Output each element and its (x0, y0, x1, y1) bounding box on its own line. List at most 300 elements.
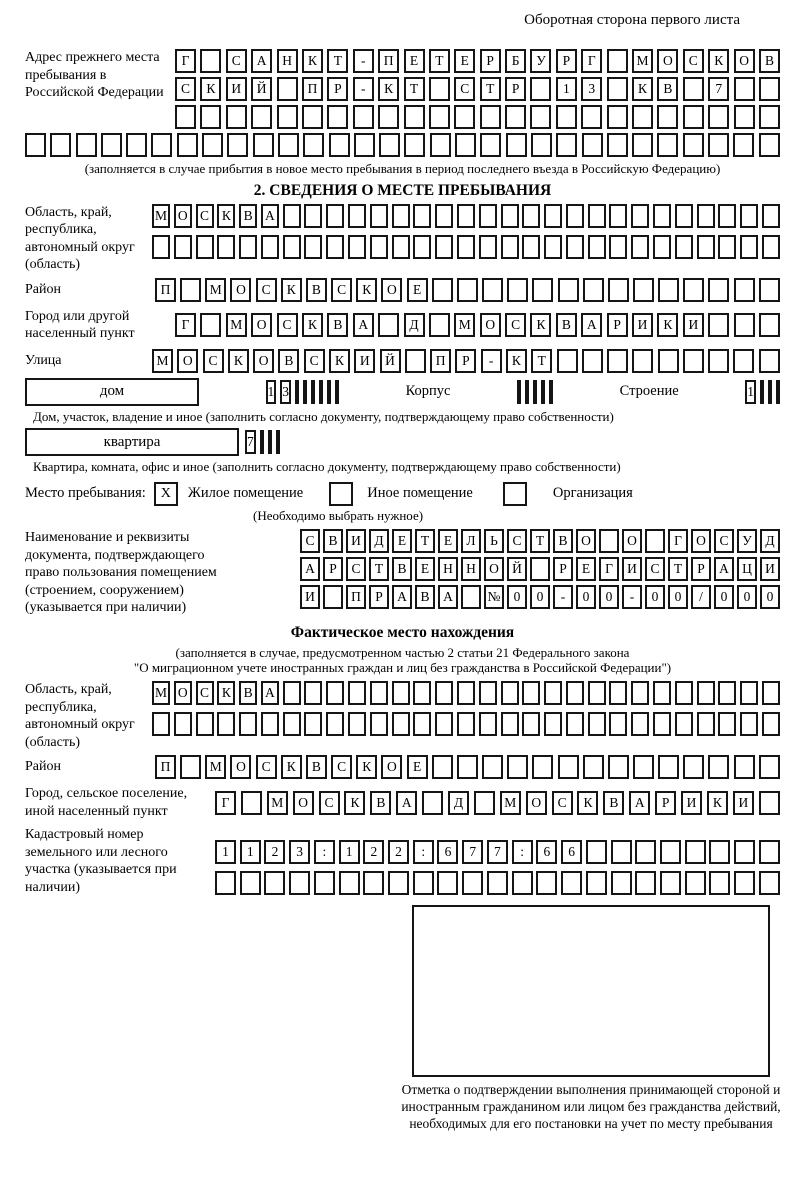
char-box[interactable] (378, 313, 399, 337)
char-box[interactable] (759, 133, 780, 157)
char-box[interactable]: / (691, 585, 711, 609)
char-box[interactable]: С (256, 755, 277, 779)
char-box[interactable]: 0 (507, 585, 527, 609)
char-box[interactable] (319, 380, 323, 404)
char-box[interactable] (241, 791, 262, 815)
char-box[interactable]: 3 (581, 77, 602, 101)
char-box[interactable]: Д (369, 529, 389, 553)
char-box[interactable] (404, 133, 425, 157)
char-box[interactable]: Р (480, 49, 501, 73)
char-box[interactable]: О (526, 791, 547, 815)
char-box[interactable] (685, 871, 706, 895)
char-box[interactable] (457, 278, 478, 302)
char-box[interactable]: В (306, 755, 327, 779)
char-box[interactable]: О (174, 204, 192, 228)
char-box[interactable] (675, 204, 693, 228)
char-box[interactable]: П (155, 755, 176, 779)
char-box[interactable]: И (622, 557, 642, 581)
char-box[interactable]: К (281, 278, 302, 302)
char-box[interactable] (759, 871, 780, 895)
char-box[interactable] (227, 133, 248, 157)
char-box[interactable] (480, 133, 501, 157)
char-box[interactable]: О (251, 313, 272, 337)
char-box[interactable] (734, 871, 755, 895)
char-box[interactable]: К (302, 313, 323, 337)
char-box[interactable]: О (230, 755, 251, 779)
char-box[interactable] (541, 380, 545, 404)
char-box[interactable]: В (323, 529, 343, 553)
char-box[interactable] (697, 204, 715, 228)
char-box[interactable] (658, 755, 679, 779)
char-box[interactable] (683, 755, 704, 779)
char-box[interactable] (327, 105, 348, 129)
char-box[interactable] (268, 430, 272, 454)
char-box[interactable] (435, 712, 453, 736)
char-box[interactable] (152, 712, 170, 736)
char-box[interactable] (607, 105, 628, 129)
char-box[interactable]: 3 (289, 840, 310, 864)
char-box[interactable] (126, 133, 147, 157)
char-box[interactable] (363, 871, 384, 895)
char-box[interactable]: Е (407, 278, 428, 302)
char-box[interactable] (635, 871, 656, 895)
char-box[interactable]: В (657, 77, 678, 101)
char-box[interactable]: В (306, 278, 327, 302)
char-box[interactable]: М (226, 313, 247, 337)
char-box[interactable] (609, 204, 627, 228)
char-box[interactable] (474, 791, 495, 815)
char-box[interactable] (608, 278, 629, 302)
char-box[interactable]: Р (327, 77, 348, 101)
char-box[interactable]: 0 (668, 585, 688, 609)
char-box[interactable]: 0 (645, 585, 665, 609)
char-box[interactable] (304, 712, 322, 736)
char-box[interactable] (632, 349, 653, 373)
char-box[interactable] (709, 871, 730, 895)
char-box[interactable] (683, 133, 704, 157)
char-box[interactable]: 1 (745, 380, 756, 404)
char-box[interactable] (487, 871, 508, 895)
char-box[interactable] (326, 712, 344, 736)
char-box[interactable]: Н (277, 49, 298, 73)
char-box[interactable] (660, 840, 681, 864)
char-box[interactable]: 6 (561, 840, 582, 864)
char-box[interactable] (762, 204, 780, 228)
char-box[interactable]: Д (404, 313, 425, 337)
char-box[interactable] (289, 871, 310, 895)
char-box[interactable]: И (300, 585, 320, 609)
char-box[interactable] (759, 791, 780, 815)
char-box[interactable] (566, 235, 584, 259)
char-box[interactable] (226, 105, 247, 129)
char-box[interactable]: 0 (599, 585, 619, 609)
char-box[interactable]: К (217, 681, 235, 705)
char-box[interactable]: О (657, 49, 678, 73)
char-box[interactable] (708, 313, 729, 337)
char-box[interactable] (611, 871, 632, 895)
char-box[interactable] (457, 235, 475, 259)
char-box[interactable]: В (239, 681, 257, 705)
char-box[interactable]: О (174, 681, 192, 705)
char-box[interactable] (326, 235, 344, 259)
char-box[interactable] (276, 430, 280, 454)
char-box[interactable] (683, 349, 704, 373)
char-box[interactable] (532, 755, 553, 779)
char-box[interactable]: Т (480, 77, 501, 101)
char-box[interactable]: 0 (760, 585, 780, 609)
char-box[interactable]: О (734, 49, 755, 73)
char-box[interactable]: Т (327, 49, 348, 73)
char-box[interactable]: П (302, 77, 323, 101)
char-box[interactable]: В (278, 349, 299, 373)
char-box[interactable] (311, 380, 315, 404)
char-box[interactable]: 2 (264, 840, 285, 864)
char-box[interactable] (653, 235, 671, 259)
char-box[interactable]: 0 (530, 585, 550, 609)
char-box[interactable] (392, 204, 410, 228)
char-box[interactable] (177, 133, 198, 157)
char-box[interactable] (304, 681, 322, 705)
char-box[interactable]: - (353, 49, 374, 73)
char-box[interactable] (653, 712, 671, 736)
char-box[interactable]: Р (455, 349, 476, 373)
char-box[interactable] (326, 204, 344, 228)
char-box[interactable] (432, 755, 453, 779)
char-box[interactable] (517, 380, 521, 404)
char-box[interactable]: С (507, 529, 527, 553)
char-box[interactable] (323, 585, 343, 609)
char-box[interactable] (675, 681, 693, 705)
char-box[interactable] (378, 105, 399, 129)
char-box[interactable]: Д (448, 791, 469, 815)
char-box[interactable] (482, 278, 503, 302)
char-box[interactable] (522, 235, 540, 259)
char-box[interactable] (759, 278, 780, 302)
char-box[interactable] (348, 712, 366, 736)
char-box[interactable]: С (552, 791, 573, 815)
char-box[interactable] (607, 49, 628, 73)
char-box[interactable]: С (304, 349, 325, 373)
char-box[interactable] (479, 204, 497, 228)
char-box[interactable] (174, 712, 192, 736)
char-box[interactable] (708, 133, 729, 157)
char-box[interactable]: А (251, 49, 272, 73)
char-box[interactable] (302, 105, 323, 129)
char-box[interactable]: - (353, 77, 374, 101)
char-box[interactable] (566, 204, 584, 228)
char-box[interactable]: Р (323, 557, 343, 581)
char-box[interactable] (435, 681, 453, 705)
char-box[interactable]: О (381, 278, 402, 302)
char-box[interactable] (413, 235, 431, 259)
char-box[interactable] (196, 235, 214, 259)
char-box[interactable] (501, 681, 519, 705)
char-box[interactable] (432, 278, 453, 302)
char-box[interactable] (152, 235, 170, 259)
char-box[interactable] (392, 681, 410, 705)
char-box[interactable] (462, 871, 483, 895)
char-box[interactable]: П (378, 49, 399, 73)
char-box[interactable]: П (430, 349, 451, 373)
char-box[interactable]: 2 (363, 840, 384, 864)
char-box[interactable]: К (577, 791, 598, 815)
char-box[interactable] (566, 712, 584, 736)
char-box[interactable]: Е (576, 557, 596, 581)
char-box[interactable] (531, 133, 552, 157)
char-box[interactable]: Т (415, 529, 435, 553)
char-box[interactable] (413, 681, 431, 705)
char-box[interactable] (348, 204, 366, 228)
char-box[interactable] (283, 235, 301, 259)
char-box[interactable] (556, 133, 577, 157)
char-box[interactable] (370, 681, 388, 705)
char-box[interactable]: В (370, 791, 391, 815)
char-box[interactable]: - (481, 349, 502, 373)
char-box[interactable] (544, 681, 562, 705)
char-box[interactable]: В (553, 529, 573, 553)
char-box[interactable]: Е (454, 49, 475, 73)
char-box[interactable] (480, 105, 501, 129)
checkbox-organization[interactable] (503, 482, 527, 506)
char-box[interactable] (379, 133, 400, 157)
char-box[interactable] (501, 712, 519, 736)
char-box[interactable]: Й (251, 77, 272, 101)
char-box[interactable] (482, 755, 503, 779)
char-box[interactable]: А (392, 585, 412, 609)
char-box[interactable] (549, 380, 553, 404)
char-box[interactable] (339, 871, 360, 895)
char-box[interactable]: Р (553, 557, 573, 581)
checkbox-residential[interactable]: X (154, 482, 178, 506)
char-box[interactable] (413, 712, 431, 736)
char-box[interactable] (25, 133, 46, 157)
char-box[interactable]: И (632, 313, 653, 337)
char-box[interactable]: К (708, 49, 729, 73)
char-box[interactable] (718, 712, 736, 736)
char-box[interactable]: 0 (576, 585, 596, 609)
char-box[interactable] (253, 133, 274, 157)
char-box[interactable]: Р (369, 585, 389, 609)
char-box[interactable] (283, 681, 301, 705)
char-box[interactable] (759, 755, 780, 779)
char-box[interactable] (740, 235, 758, 259)
char-box[interactable] (544, 235, 562, 259)
char-box[interactable]: Е (415, 557, 435, 581)
char-box[interactable] (530, 557, 550, 581)
char-box[interactable] (530, 77, 551, 101)
char-box[interactable]: 6 (536, 840, 557, 864)
char-box[interactable]: А (714, 557, 734, 581)
char-box[interactable] (582, 133, 603, 157)
char-box[interactable]: Е (407, 755, 428, 779)
char-box[interactable] (653, 681, 671, 705)
char-box[interactable]: Г (668, 529, 688, 553)
char-box[interactable] (632, 133, 653, 157)
char-box[interactable] (660, 871, 681, 895)
char-box[interactable]: 7 (487, 840, 508, 864)
char-box[interactable]: И (683, 313, 704, 337)
char-box[interactable] (740, 681, 758, 705)
char-box[interactable]: Г (599, 557, 619, 581)
char-box[interactable]: О (253, 349, 274, 373)
char-box[interactable]: : (512, 840, 533, 864)
char-box[interactable]: Е (404, 49, 425, 73)
char-box[interactable] (558, 755, 579, 779)
char-box[interactable]: К (632, 77, 653, 101)
char-box[interactable] (734, 278, 755, 302)
char-box[interactable] (264, 871, 285, 895)
char-box[interactable] (457, 712, 475, 736)
char-box[interactable] (544, 204, 562, 228)
char-box[interactable]: 7 (245, 430, 256, 454)
char-box[interactable] (611, 840, 632, 864)
char-box[interactable]: К (228, 349, 249, 373)
char-box[interactable]: С (256, 278, 277, 302)
char-box[interactable] (370, 235, 388, 259)
char-box[interactable] (461, 585, 481, 609)
char-box[interactable]: Р (556, 49, 577, 73)
char-box[interactable]: И (354, 349, 375, 373)
char-box[interactable]: 7 (462, 840, 483, 864)
char-box[interactable] (437, 871, 458, 895)
char-box[interactable]: О (293, 791, 314, 815)
char-box[interactable] (697, 712, 715, 736)
char-box[interactable]: С (454, 77, 475, 101)
char-box[interactable] (295, 380, 299, 404)
char-box[interactable] (251, 105, 272, 129)
char-box[interactable] (429, 105, 450, 129)
char-box[interactable] (608, 755, 629, 779)
char-box[interactable]: Й (380, 349, 401, 373)
char-box[interactable] (633, 278, 654, 302)
char-box[interactable]: А (261, 204, 279, 228)
char-box[interactable] (760, 380, 764, 404)
char-box[interactable]: С (346, 557, 366, 581)
char-box[interactable] (536, 871, 557, 895)
char-box[interactable]: В (556, 313, 577, 337)
char-box[interactable]: М (205, 755, 226, 779)
char-box[interactable] (566, 681, 584, 705)
char-box[interactable]: А (438, 585, 458, 609)
char-box[interactable]: К (356, 278, 377, 302)
char-box[interactable] (709, 840, 730, 864)
char-box[interactable]: С (175, 77, 196, 101)
char-box[interactable] (326, 681, 344, 705)
char-box[interactable] (544, 712, 562, 736)
char-box[interactable] (304, 235, 322, 259)
char-box[interactable]: М (454, 313, 475, 337)
char-box[interactable] (588, 712, 606, 736)
char-box[interactable]: К (356, 755, 377, 779)
char-box[interactable]: Т (369, 557, 389, 581)
char-box[interactable] (632, 105, 653, 129)
char-box[interactable] (422, 791, 443, 815)
char-box[interactable] (683, 278, 704, 302)
char-box[interactable] (196, 712, 214, 736)
char-box[interactable]: Р (505, 77, 526, 101)
char-box[interactable]: А (629, 791, 650, 815)
char-box[interactable]: М (500, 791, 521, 815)
char-box[interactable] (50, 133, 71, 157)
char-box[interactable] (697, 235, 715, 259)
char-box[interactable] (457, 755, 478, 779)
char-box[interactable]: М (205, 278, 226, 302)
char-box[interactable] (762, 235, 780, 259)
char-box[interactable] (609, 681, 627, 705)
char-box[interactable] (457, 204, 475, 228)
char-box[interactable] (479, 712, 497, 736)
char-box[interactable]: И (681, 791, 702, 815)
char-box[interactable] (586, 871, 607, 895)
char-box[interactable] (200, 49, 221, 73)
char-box[interactable] (658, 349, 679, 373)
char-box[interactable] (354, 133, 375, 157)
char-box[interactable] (507, 755, 528, 779)
char-box[interactable] (533, 380, 537, 404)
char-box[interactable]: К (329, 349, 350, 373)
char-box[interactable]: П (155, 278, 176, 302)
char-box[interactable] (734, 77, 755, 101)
char-box[interactable] (435, 235, 453, 259)
char-box[interactable] (588, 235, 606, 259)
char-box[interactable] (457, 681, 475, 705)
char-box[interactable] (335, 380, 339, 404)
char-box[interactable]: 7 (708, 77, 729, 101)
char-box[interactable] (370, 712, 388, 736)
char-box[interactable]: С (300, 529, 320, 553)
char-box[interactable] (588, 204, 606, 228)
char-box[interactable]: 2 (388, 840, 409, 864)
char-box[interactable]: О (177, 349, 198, 373)
char-box[interactable] (708, 755, 729, 779)
char-box[interactable] (683, 77, 704, 101)
char-box[interactable]: : (314, 840, 335, 864)
char-box[interactable]: У (737, 529, 757, 553)
char-box[interactable]: И (226, 77, 247, 101)
char-box[interactable] (740, 712, 758, 736)
char-box[interactable] (76, 133, 97, 157)
char-box[interactable]: Е (392, 529, 412, 553)
char-box[interactable] (588, 681, 606, 705)
char-box[interactable]: В (415, 585, 435, 609)
char-box[interactable] (583, 755, 604, 779)
char-box[interactable] (633, 755, 654, 779)
char-box[interactable]: И (760, 557, 780, 581)
char-box[interactable] (304, 204, 322, 228)
char-box[interactable] (733, 349, 754, 373)
char-box[interactable] (261, 712, 279, 736)
char-box[interactable] (329, 133, 350, 157)
char-box[interactable]: О (691, 529, 711, 553)
char-box[interactable] (388, 871, 409, 895)
char-box[interactable]: 0 (737, 585, 757, 609)
char-box[interactable]: А (581, 313, 602, 337)
char-box[interactable]: Б (505, 49, 526, 73)
char-box[interactable] (429, 313, 450, 337)
char-box[interactable]: У (530, 49, 551, 73)
char-box[interactable]: Н (461, 557, 481, 581)
char-box[interactable]: С (714, 529, 734, 553)
char-box[interactable]: М (267, 791, 288, 815)
char-box[interactable] (522, 712, 540, 736)
char-box[interactable]: О (576, 529, 596, 553)
char-box[interactable] (583, 278, 604, 302)
char-box[interactable] (239, 235, 257, 259)
char-box[interactable] (303, 380, 307, 404)
char-box[interactable]: Д (760, 529, 780, 553)
char-box[interactable]: 6 (437, 840, 458, 864)
char-box[interactable]: В (603, 791, 624, 815)
